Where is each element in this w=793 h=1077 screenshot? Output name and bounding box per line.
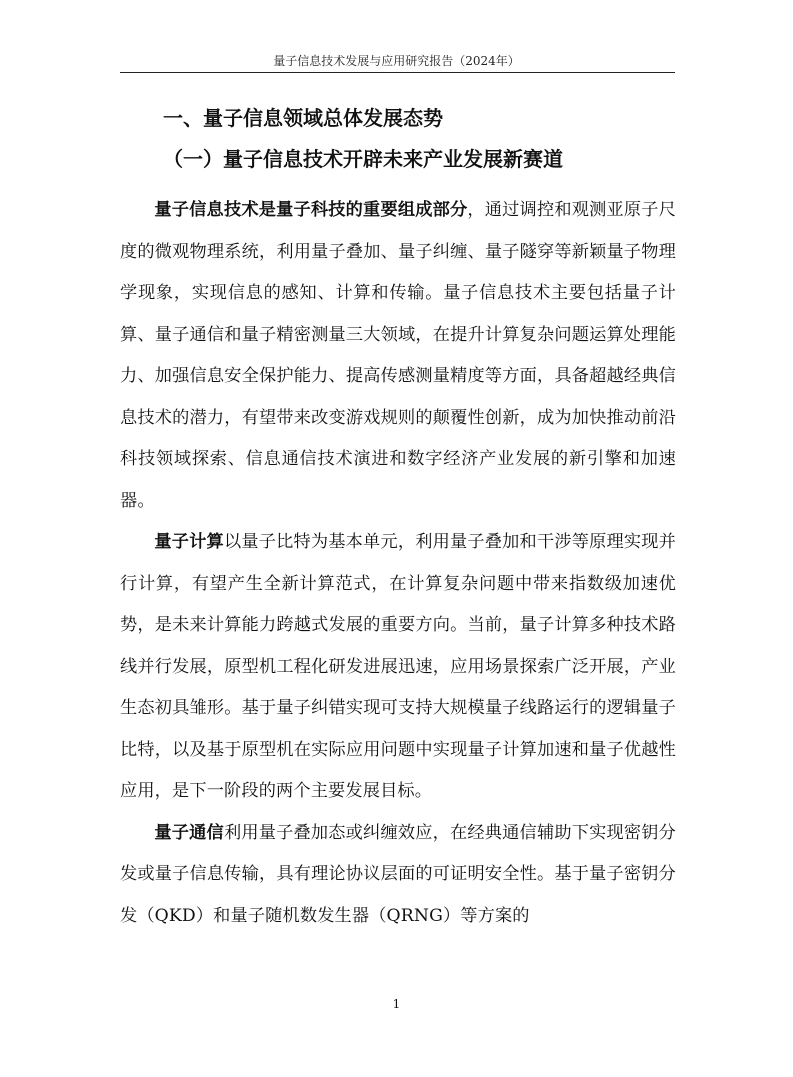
paragraph-quantum-communication <box>120 813 676 938</box>
paragraph-lead: 量子信息技术是量子科技的重要组成部分 <box>154 200 468 220</box>
running-header: 量子信息技术发展与应用研究报告（2024年） <box>273 54 520 68</box>
page-number: 1 <box>392 997 401 1011</box>
paragraph-text: 以量子比特为基本单元，利用量子叠加和干涉等原理实现并行计算，有望产生全新计算范式，在计算复杂问题中带来指数级加速优势，是未来计算能力跨越式发展的重要方向。当前，量子计算多种技术路线并行发展，原型机工程化研发进展迅速，应用场景探索广泛开展，产业生态初具雏形。基于量子纠错实现可支持大规模量子线路运行的逻辑量子比特，以及基于原型机在实际应用问题中实现量子计算加速和量子优越性应用，是下一阶段的两个主要发展目标。 <box>120 532 676 801</box>
paragraph-lead: 量子计算 <box>154 532 224 552</box>
paragraph-overview <box>120 190 676 522</box>
paragraph-text: 利用量子叠加态或纠缠效应，在经典通信辅助下实现密钥分发或量子信息传输，具有理论协议层面的可证明安全性。基于量子密钥分发（QKD）和量子随机数发生器（QRNG）等方案的 <box>120 822 676 926</box>
subsection-heading: （一）量子信息技术开辟未来产业发展新赛道 <box>163 147 563 171</box>
body-text <box>120 190 676 937</box>
paragraph-text: ，通过调控和观测亚原子尺度的微观物理系统，利用量子叠加、量子纠缠、量子隧穿等新颖量子物理学现象，实现信息的感知、计算和传输。量子信息技术主要包括量子计算、量子通信和量子精密测量三大领域，在提升计算复杂问题运算处理能力、加强信息安全保护能力、提高传感测量精度等方面，具备超越经典信息技术的潜力，有望带来改变游戏规则的颠覆性创新，成为加快推动前沿科技领域探索、信息通信技术演进和数字经济产业发展的新引擎和加速器。 <box>120 200 676 511</box>
paragraph-lead: 量子通信 <box>154 822 224 843</box>
section-heading: 一、量子信息领域总体发展态势 <box>163 106 443 130</box>
paragraph-quantum-computing <box>120 522 676 813</box>
header-divider <box>120 72 675 73</box>
